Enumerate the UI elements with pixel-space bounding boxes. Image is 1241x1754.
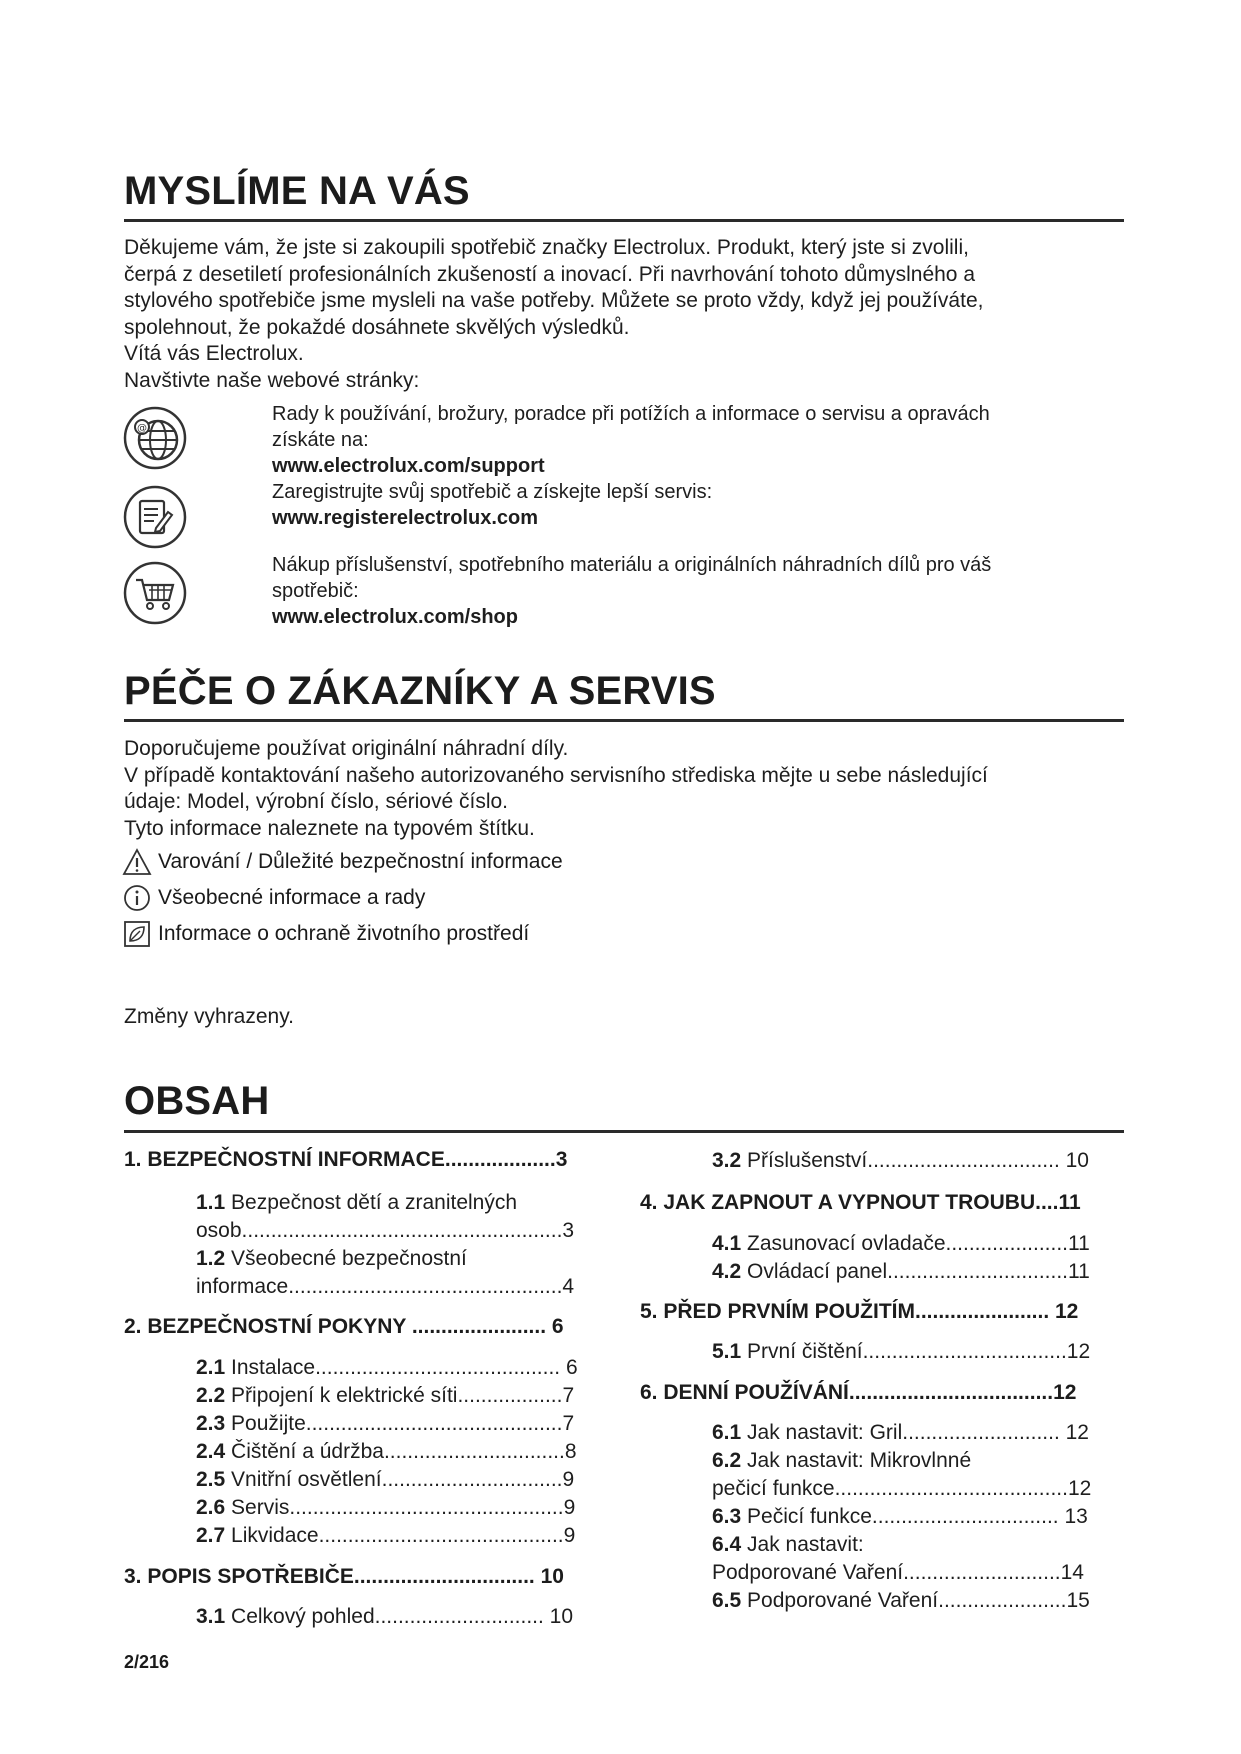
toc-label: První čištění...................................12 [741,1340,1091,1363]
section-title-thinking-of-you: MYSLÍME NA VÁS [124,169,470,213]
toc-label: Jak nastavit: Gril........................... 12 [741,1421,1089,1444]
toc-number: 3.2 [712,1149,742,1172]
toc-entry[interactable]: 5. PŘED PRVNÍM POUŽITÍM....................... 12 [640,1300,1079,1323]
toc-entry[interactable] [196,1494,575,1522]
toc-label: Použijte............................................7 [225,1412,575,1435]
leaf-icon [122,919,152,949]
legend-info-text: Všeobecné informace a rady [158,886,426,909]
toc-number: 2.2 [196,1384,226,1407]
toc-entry[interactable]: 2. BEZPEČNOSTNÍ POKYNY ....................... 6 [124,1315,564,1338]
toc-label: Podporované Vaření...........................14 [712,1561,1084,1584]
toc-entry[interactable]: 1. BEZPEČNOSTNÍ INFORMACE...................3 [124,1148,568,1171]
globe-icon [122,405,188,471]
toc-entry[interactable] [196,1603,573,1631]
toc-entry[interactable] [712,1531,864,1559]
legend-warning-text: Varování / Důležité bezpečnostní informace [158,850,563,873]
toc-entry[interactable] [712,1559,1084,1587]
toc-entry[interactable] [196,1438,577,1466]
support-link[interactable]: www.electrolux.com/support [272,455,545,477]
service-shop [272,552,1132,630]
intro-line: čerpá z desetiletí profesionálních zkušeností a inovací. Při navrhování tohoto důmyslného a [124,262,975,286]
toc-number: 5.1 [712,1340,742,1363]
care-line: Doporučujeme používat originální náhradní díly. [124,737,569,760]
toc-label: Připojení k elektrické síti..................7 [225,1384,575,1407]
section-title-customer-care: PÉČE O ZÁKAZNÍKY A SERVIS [124,669,716,713]
toc-label: Jak nastavit: Mikrovlnné [741,1449,972,1472]
section-divider [124,219,1124,222]
toc-label: Všeobecné bezpečnostní [225,1247,467,1270]
toc-label: Ovládací panel...............................11 [741,1260,1090,1283]
toc-label: pečicí funkce........................................12 [712,1477,1092,1500]
toc-number: 4.1 [712,1232,742,1255]
toc-entry[interactable] [196,1217,574,1245]
toc-number: 4.2 [712,1260,742,1283]
toc-entry[interactable] [712,1419,1089,1447]
care-line: údaje: Model, výrobní číslo, sériové číslo. [124,790,509,813]
toc-label: informace...............................................4 [196,1275,575,1298]
service-text: získáte na: [272,429,369,451]
toc-label: Servis...............................................9 [225,1496,576,1519]
toc-number: 6.2 [712,1449,742,1472]
toc-entry[interactable] [712,1503,1088,1531]
section-title-contents: OBSAH [124,1079,270,1123]
toc-number: 2.3 [196,1412,226,1435]
toc-label: Bezpečnost dětí a zranitelných [225,1191,518,1214]
service-text: Nákup příslušenství, spotřebního materiálu a originálních náhradních dílů pro váš [272,554,992,576]
svg-text:@: @ [137,423,147,434]
toc-label: Podporované Vaření......................15 [741,1589,1090,1612]
intro-line: spolehnout, že pokaždé dosáhnete skvělých výsledků. [124,315,630,339]
toc-label: Čištění a údržba...............................8 [225,1440,577,1463]
toc-number: 6.5 [712,1589,742,1612]
shop-link[interactable]: www.electrolux.com/shop [272,606,518,628]
care-line: Tyto informace naleznete na typovém štítku. [124,816,535,840]
legend-environment-text: Informace o ochraně životního prostředí [158,922,530,945]
toc-entry[interactable]: 3. POPIS SPOTŘEBIČE............................... 10 [124,1565,564,1588]
intro-paragraph [124,235,1124,394]
care-line: V případě kontaktování našeho autorizovaného servisního střediska mějte u sebe následující [124,763,988,787]
toc-number: 2.6 [196,1496,226,1519]
toc-entry[interactable] [712,1475,1091,1503]
changes-notice: Změny vyhrazeny. [124,1005,294,1028]
toc-label: osob.......................................................3 [196,1219,575,1242]
section-divider [124,719,1124,722]
toc-entry[interactable] [196,1522,575,1550]
toc-entry[interactable] [196,1382,574,1410]
toc-number: 6.3 [712,1505,742,1528]
register-icon [122,484,188,550]
toc-number: 6.4 [712,1533,742,1556]
toc-number: 2.7 [196,1524,226,1547]
toc-entry[interactable] [712,1447,971,1475]
toc-entry[interactable] [712,1147,1089,1175]
toc-number: 2.4 [196,1440,226,1463]
toc-label: Pečicí funkce................................ 13 [741,1505,1088,1528]
toc-label: Jak nastavit: [741,1533,864,1556]
toc-entry[interactable] [712,1338,1090,1366]
toc-label: Instalace.......................................... 6 [225,1356,578,1379]
info-icon [122,883,152,913]
toc-number: 2.1 [196,1356,226,1379]
service-support [272,401,1132,531]
warning-icon [122,847,152,877]
toc-entry[interactable] [196,1410,574,1438]
toc-entry[interactable] [196,1466,574,1494]
legend-warning [122,847,563,877]
intro-line: stylového spotřebiče jsme mysleli na vaše potřeby. Můžete se proto vždy, když jej používáte, [124,289,984,312]
toc-label: Celkový pohled............................. 10 [225,1605,574,1628]
toc-label: Příslušenství................................. 10 [741,1149,1089,1172]
service-text: Zaregistrujte svůj spotřebič a získejte lepší servis: [272,481,713,503]
cart-icon [122,560,188,626]
toc-number: 1.2 [196,1247,226,1270]
toc-label: Likvidace..........................................9 [225,1524,576,1547]
service-text: Rady k používání, brožury, poradce při potížích a informace o servisu a opravách [272,403,990,425]
toc-entry[interactable] [196,1189,517,1217]
toc-entry[interactable] [712,1230,1090,1258]
toc-entry[interactable]: 6. DENNÍ POUŽÍVÁNÍ...................................12 [640,1381,1077,1404]
toc-entry[interactable] [712,1587,1090,1615]
toc-entry[interactable] [712,1258,1090,1286]
toc-entry[interactable]: 4. JAK ZAPNOUT A VYPNOUT TROUBU....11 [640,1191,1081,1214]
toc-number: 3.1 [196,1605,226,1628]
intro-line: Vítá vás Electrolux. [124,342,304,365]
toc-label: Vnitřní osvětlení...............................9 [225,1468,575,1491]
toc-entry[interactable] [196,1273,574,1301]
legend-info [122,883,425,913]
toc-label: Zasunovací ovladače.....................11 [741,1232,1090,1255]
intro-line: Děkujeme vám, že jste si zakoupili spotřebič značky Electrolux. Produkt, který jste si zvolili, [124,236,969,259]
toc-number: 6.1 [712,1421,742,1444]
toc-entry[interactable] [196,1354,578,1382]
legend-environment [122,919,529,949]
page-number: 2/216 [124,1652,170,1672]
toc-entry[interactable] [196,1245,467,1273]
section-divider [124,1130,1124,1133]
register-link[interactable]: www.registerelectrolux.com [272,507,539,529]
care-paragraph [124,736,1124,842]
intro-line: Navštivte naše webové stránky: [124,368,420,392]
service-text: spotřebič: [272,580,359,602]
toc-number: 2.5 [196,1468,226,1491]
toc-number: 1.1 [196,1191,226,1214]
